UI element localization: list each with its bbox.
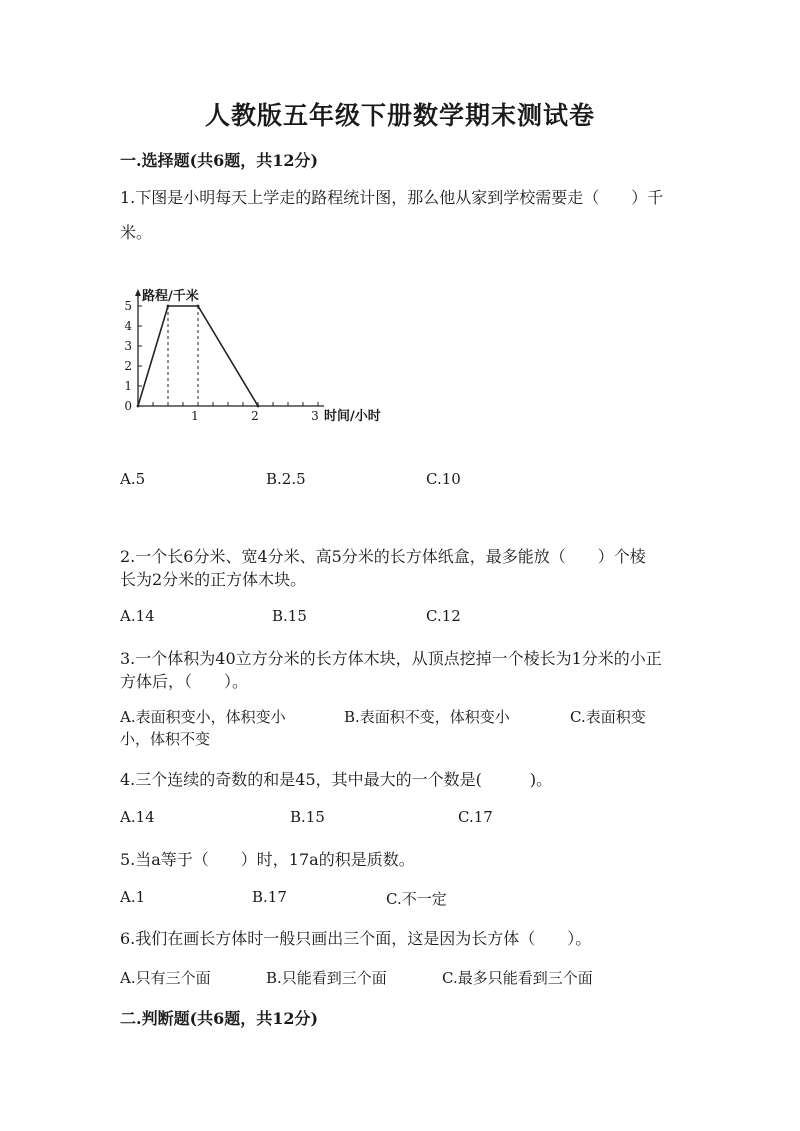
option-b[interactable]: B.17 [252,888,287,906]
data-point [137,405,140,408]
x-axis-label: 时间/小时 [324,409,381,424]
option-a[interactable]: A.表面积变小，体积变小 [120,708,286,726]
option-a[interactable]: A.只有三个面 [120,969,211,987]
y-tick-label: 1 [124,379,132,393]
origin-label: 0 [124,399,132,413]
option-c[interactable]: C.17 [458,808,493,826]
option-a[interactable]: A.14 [120,607,155,625]
option-a[interactable]: A.5 [120,470,146,488]
y-axis-arrow [135,289,141,296]
question-1-options [120,470,680,494]
question-6-options [120,967,680,991]
section-heading-judgement: 二.判断题(共6题，共12分) [120,1009,319,1028]
y-tick-label: 3 [124,339,132,353]
y-tick-label: 2 [124,359,132,373]
option-c[interactable]: C.10 [426,470,461,488]
x-tick-label: 2 [251,409,259,423]
distance-time-chart [118,276,418,426]
question-4 [120,768,680,791]
y-tick-label: 5 [124,299,132,313]
question-1-line-1: 1.下图是小明每天上学走的路程统计图，那么他从家到学校需要走（ ）千 [120,188,664,207]
question-4-line-1: 4.三个连续的奇数的和是45，其中最大的一个数是( )。 [120,770,553,789]
option-b[interactable]: B.表面积不变，体积变小 [344,708,510,726]
question-3 [120,647,680,693]
option-b[interactable]: B.2.5 [266,470,306,488]
option-c[interactable]: C.最多只能看到三个面 [442,969,593,987]
option-c[interactable]: C.不一定 [386,890,447,908]
question-1 [120,186,680,244]
option-c[interactable]: C.12 [426,607,461,625]
question-2-line-2: 长为2分米的正方体木块。 [120,570,307,589]
question-5-options [120,888,680,912]
chart-axes [135,289,324,406]
question-3-line-2: 方体后，（ ）。 [120,672,249,691]
question-4-options [120,808,680,832]
question-5 [120,848,680,871]
y-axis-label: 路程/千米 [142,289,199,304]
question-2 [120,545,680,591]
option-b[interactable]: B.15 [290,808,325,826]
question-3-options [120,706,680,754]
question-2-line-1: 2.一个长6分米、宽4分米、高5分米的长方体纸盒，最多能放（ ）个棱 [120,547,646,566]
option-c-continued: 小，体积不变 [120,730,211,748]
section-heading-choice: 一.选择题(共6题，共12分) [120,151,319,170]
question-6 [120,927,680,950]
question-2-options [120,607,680,631]
option-a[interactable]: A.14 [120,808,155,826]
x-tick-label: 3 [311,409,319,423]
data-point [197,305,200,308]
data-point [167,305,170,308]
x-tick-label: 1 [191,409,199,423]
question-3-line-1: 3.一个体积为40立方分米的长方体木块，从顶点挖掉一个棱长为1分米的小正 [120,649,662,668]
question-5-line-1: 5.当a等于（ ）时，17a的积是质数。 [120,850,415,869]
y-tick-label: 4 [124,319,132,333]
option-a[interactable]: A.1 [120,888,146,906]
chart-guides [168,306,198,406]
question-1-line-2: 米。 [120,223,153,242]
option-b[interactable]: B.15 [272,607,307,625]
question-6-line-1: 6.我们在画长方体时一般只画出三个面，这是因为长方体（ ）。 [120,929,592,948]
page-title: 人教版五年级下册数学期末测试卷 [204,101,595,130]
data-point [257,405,260,408]
option-b[interactable]: B.只能看到三个面 [266,969,387,987]
option-c[interactable]: C.表面积变 [570,708,646,726]
chart-labels [124,288,380,424]
